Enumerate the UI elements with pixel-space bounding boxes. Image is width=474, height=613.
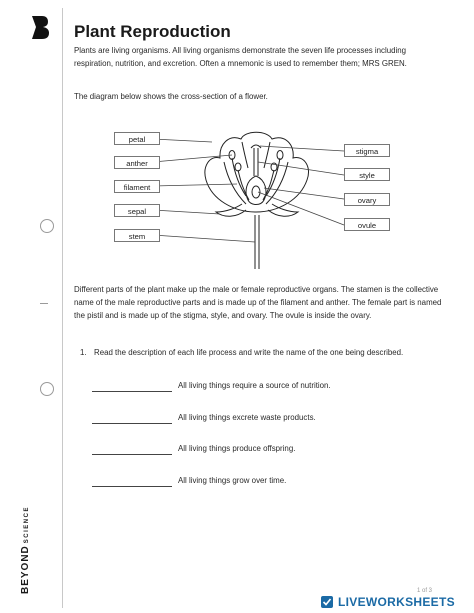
flower-diagram [74, 122, 434, 282]
liveworksheets-watermark [320, 594, 455, 610]
brand-vertical [15, 506, 33, 594]
label-sepal: sepal [114, 204, 160, 217]
answer-description-4: All living things grow over time. [178, 476, 287, 485]
answer-description-1: All living things require a source of nutrition. [178, 381, 331, 390]
answer-input-3[interactable] [92, 442, 172, 455]
page-title: Plant Reproduction [74, 22, 231, 41]
label-ovary: ovary [344, 193, 390, 206]
label-stigma: stigma [344, 144, 390, 157]
answer-input-4[interactable] [92, 474, 172, 487]
intro-paragraph: Plants are living organisms. All living organisms demonstrate the seven life processes including respiration, nutrition, and excretion. Often a mnemonic is used to remember them; MRS GREN. [74, 46, 407, 68]
answer-row-4 [92, 474, 432, 488]
answer-description-3: All living things produce offspring. [178, 444, 296, 453]
answer-input-1[interactable] [92, 379, 172, 392]
binder-hole-1 [40, 219, 54, 233]
answer-row-1 [92, 379, 432, 393]
label-petal: petal [114, 132, 160, 145]
watermark-text: LIVEWORKSHEETS [338, 595, 455, 609]
left-margin [0, 0, 62, 613]
diagram-intro: The diagram below shows the cross-section of a flower. [74, 92, 268, 101]
label-anther: anther [114, 156, 160, 169]
answer-description-2: All living things excrete waste products. [178, 413, 316, 422]
brand-word-1: BEYOND [20, 545, 31, 594]
page-number: 1 of 3 [417, 588, 433, 594]
binder-hole-2 [40, 382, 54, 396]
body-paragraph: Different parts of the plant make up the male or female reproductive organs. The stamen is the collective name of the male reproductive parts and is made up of the filament and anther. The female part is named the pistil and is made up of the stigma, style, and ovary. The ovule is inside the ovary. [74, 285, 442, 320]
label-style: style [344, 168, 390, 181]
question-text: Read the description of each life process and write the name of the one being described. [94, 348, 404, 357]
label-ovule: ovule [344, 218, 390, 231]
brand-word-2: SCIENCE [24, 506, 30, 544]
label-stem: stem [114, 229, 160, 242]
question-number: 1. [80, 348, 87, 357]
fold-mark [40, 303, 48, 304]
label-filament: filament [114, 180, 160, 193]
answer-row-2 [92, 411, 432, 425]
answer-row-3 [92, 442, 432, 456]
margin-divider [62, 8, 63, 608]
answer-input-2[interactable] [92, 411, 172, 424]
beyond-logo-icon [30, 14, 50, 40]
liveworksheets-icon [320, 595, 334, 609]
